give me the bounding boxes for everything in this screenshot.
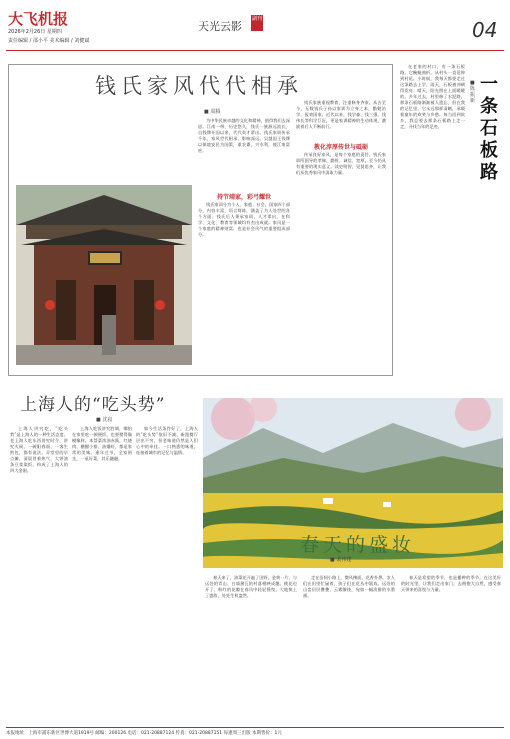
article-right-title: 一条石板路: [480, 74, 498, 183]
article-right-body: 在老家的村口，有一条石板路。它蜿蜒曲折，从村头一直延伸到村尾。小时候，我每天都要走过这条路去上学。雨天，石板被冲刷得发亮；晴天，阳光照在上面暖暖的。多年过去，村里修了水泥路，那条石板路渐渐被人遗忘，但在我的记忆里，它永远那样清晰，承载着童年的欢笑与乡愁。每当回到故乡，我总要去那条石板路上走一走，寻找当年的足迹。: [400, 64, 465, 129]
article-1-title: 钱氏家风代代相承: [95, 74, 303, 98]
ancestral-hall-photo: [16, 185, 192, 365]
article-1-subhead-1: 持节靖家，彩弓耀世: [216, 194, 271, 201]
article-1-column-3: 传承良好家风，是每个家庭的责任。钱氏家训所倡导的孝悌、勤俭、诚信、宽厚，至今仍具有重要的现实意义。读史明智，见贤思齐，让我们从优秀家风中汲取力量。: [296, 152, 386, 175]
article-1-subhead-2: 教化淳厚传世与砥砺: [313, 144, 368, 151]
header-rule: [6, 50, 504, 51]
page-number: 04: [472, 18, 498, 42]
article-3-title: 春天的盛妆: [300, 534, 416, 556]
article-right-byline: ■ 陈振新: [470, 80, 476, 104]
article-1-column-1: 钱氏家训分为个人、家庭、社会、国家四个部分，内容丰富，语言简练，涵盖了为人处世的各个方面。钱氏后人秉承家训，人才辈出，在科学、文化、教育等领域均有杰出成就。家风是一个家庭的精神财富，也是社会风气的重要组成部分。: [198, 202, 290, 237]
article-1-intro: 为中华民族卓越的文化和精神，值得我们去深思。江南一带，历史悠久，钱氏一族源远流长，自钱镠开国以来，代代英才辈出。钱氏家训传承千年，家风世代相承，影响深远。吴越国王钱镠以保境安民为国策，重农桑、兴水利，使江南富庶。: [198, 118, 290, 153]
article-3-column-2: 走在田间小路上，微风拂面，花香扑鼻。农人们在田里忙碌着，孩子们在花丛中嬉戏。远处的山峦层层叠叠，云雾缭绕，宛如一幅淡雅的水墨画。: [303, 575, 395, 598]
section-name: 天光云影: [198, 20, 242, 33]
article-3-byline: ■ 裴伟建: [330, 557, 352, 563]
article-2-column-2: 上海人吃饭讲究腔调，哪怕在家里吃一顿便饭，也要摆得像模像样。本帮菜浓油赤酱，红烧肉、糖醋小排、油爆虾，都是家常的美味。逢年过节，全家围坐，一桌好菜，其乐融融。: [72, 426, 132, 461]
page-footer: 本报地址：上海市浦东新区世博大道1919号 邮编：200126 电话：021-20887124 传真：021-20887151 每逢周三出版 本期售价：1元: [6, 727, 504, 736]
masthead: 大飞机报: [8, 10, 69, 28]
issue-date: 2026年2月26日 星期四: [8, 29, 62, 35]
editor-credits: 责任编辑 / 邵小平 美术编辑 / 刘健斌: [8, 38, 90, 44]
section-tag: 副刊: [251, 15, 263, 31]
article-3-column-3: 春天是希望的季节，也是播种的季节。在这美好的时光里，让我们走出家门，去拥抱大自然，感受春天带来的喜悦与力量。: [401, 575, 501, 592]
article-2-column-1: 上海人讲究吃，“吃头势”是上海人的一种生活态度。老上海人吃东西讲究时令、讲究火候，一碗阳春面、一客生煎包，都有说法。弄堂里的早点摊，清晨冒着热气，大饼油条豆浆粢饭，构成了上海人的四大金刚。: [10, 426, 68, 473]
article-2-column-3: 如今生活条件好了，上海人的“吃头势”依旧不减。新派餐厅层出不穷，但老味道仍然是人们心中的牵挂。一口熟悉的味道，连接着城市的记忆与温情。: [136, 426, 198, 455]
article-right-body-2: [470, 200, 504, 365]
article-2-byline: ■ 沈寂: [96, 417, 113, 423]
article-2-title: 上海人的“吃头势”: [20, 395, 166, 415]
article-3-column-1: 春天来了，油菜花开遍了田野，金黄一片，与远处的青山、白墙黛瓦的村落相映成趣。桃花也开了，粉红的花瓣在春风中轻轻摇曳。大地换上了盛妆，处处生机盎然。: [205, 575, 297, 598]
article-1-column-2: 钱氏家族重视教育，注重修身齐家。从古至今，无数钱氏子孙以家训为立身之本，勤勉治学，报效国家。近代以来，钱学森、钱三强、钱伟长等科学巨匠，更是家训精神的生动体现，激励着后人不断前行。: [296, 100, 386, 129]
article-1-byline: ■ 周腾: [204, 109, 221, 115]
